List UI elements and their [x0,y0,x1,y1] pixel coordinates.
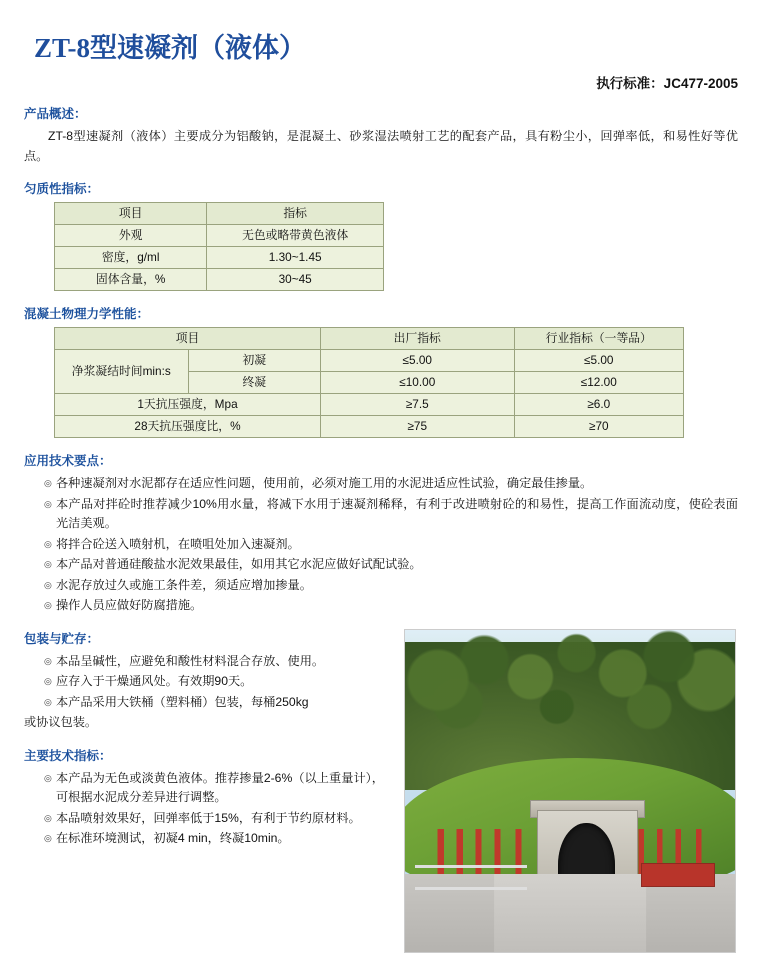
list-item-text: 本产品对拌砼时推荐减少10%用水量，将减下水用于速凝剂稀释，有利于改进喷射砼的和易性，提高工作面流动度，使砼表面光洁美观。 [56,496,738,530]
table-cell: 初凝 [188,350,320,372]
table-row [55,247,384,269]
list-item [24,769,384,808]
table-cell: ≤10.00 [320,372,514,394]
section-heading-overview: 产品概述： [24,107,87,121]
table-row [55,225,384,247]
list-item [24,495,738,534]
packaging-tail: 或协议包装。 [24,715,98,729]
bullet-icon: ◎ [44,833,52,843]
tunnel-photo [404,629,736,953]
table-cell: 1天抗压强度，Mpa [55,394,321,416]
bullet-icon: ◎ [44,579,52,590]
bullet-icon: ◎ [44,600,52,610]
list-item-text: 各种速凝剂对水泥都存在适应性问题，使用前，必须对施工用的水泥进适应性试验，确定最佳掺量。 [56,476,593,490]
list-item [24,693,384,713]
list-item-text: 操作人员应做好防腐措施。 [56,598,203,612]
table-cell: 30~45 [207,269,384,291]
section-heading-homogeneity: 匀质性指标： [24,182,100,196]
table-cell: 终凝 [188,372,320,394]
bullet-icon: ◎ [44,772,52,783]
section-application [24,451,738,616]
table-cell: ≤5.00 [320,350,514,372]
table-header-cell: 指标 [207,203,384,225]
bullet-icon: ◎ [44,676,52,686]
list-item-text: 本产品对普通硅酸盐水泥效果最佳，如用其它水泥应做好试配试验。 [56,557,422,571]
section-mechanics [24,304,738,438]
bottom-columns [24,629,738,953]
bullet-icon: ◎ [44,498,52,509]
standard-code: 执行标准：JC477-2005 [596,76,738,91]
list-item [24,596,738,616]
list-item [24,652,384,672]
bottom-left-column [24,629,384,953]
bottom-right-column [384,629,738,953]
table-row [55,416,684,438]
list-item [24,576,738,596]
table-header-cell: 行业指标（一等品） [514,328,683,350]
table-cell: 密度，g/ml [55,247,207,269]
table-header-cell: 出厂指标 [320,328,514,350]
list-item-text: 水泥存放过久或施工条件差，须适应增加掺量。 [56,577,312,592]
list-item-text: 应存入于干燥通风处。有效期90天。 [56,674,253,688]
document-body [24,104,738,953]
application-list [24,474,738,616]
table-header-row [55,203,384,225]
table-cell: ≥75 [320,416,514,438]
list-item-text: 本品呈碱性，应避免和酸性材料混合存放、使用。 [56,653,325,668]
table-cell: 净浆凝结时间min:s [55,350,189,394]
photo-banner [641,863,716,888]
overview-paragraph: ZT-8型速凝剂（液体）主要成分为铝酸钠，是混凝土、砂浆湿法喷射工艺的配套产品，具有粉尘小，回弹率低，和易性好等优点。 [24,129,738,163]
table-cell: 无色或略带黄色液体 [207,225,384,247]
list-item [24,672,384,692]
list-item [24,555,738,575]
list-item [24,535,738,555]
photo-guardrail [415,865,527,890]
section-overview [24,104,738,166]
list-item-text: 本品喷射效果好，回弹率低于15%，有利于节约原材料。 [56,810,361,825]
table-header-row [55,328,684,350]
table-cell: ≤12.00 [514,372,683,394]
table-cell: ≥70 [514,416,683,438]
section-indicators [24,746,384,849]
homogeneity-table [54,202,384,291]
table-cell: 1.30~1.45 [207,247,384,269]
table-cell: 固体含量，% [55,269,207,291]
section-heading-mechanics: 混凝土物理力学性能： [24,307,150,321]
section-homogeneity [24,179,738,291]
table-cell: 28天抗压强度比，% [55,416,321,438]
bullet-icon: ◎ [44,696,52,707]
table-row [55,269,384,291]
bullet-icon: ◎ [44,559,52,569]
section-heading-indicators: 主要技术指标： [24,748,112,763]
section-heading-packaging: 包装与贮存： [24,631,100,646]
page-title: ZT-8型速凝剂（液体） [34,33,307,63]
bullet-icon: ◎ [44,655,52,666]
table-row [55,394,684,416]
section-heading-application: 应用技术要点： [24,454,112,468]
table-cell: ≤5.00 [514,350,683,372]
bullet-icon: ◎ [44,538,52,549]
table-header-cell: 项目 [55,203,207,225]
section-packaging [24,629,384,733]
list-item [24,474,738,494]
indicators-list [24,769,384,849]
bullet-icon: ◎ [44,478,52,488]
table-header-cell: 项目 [55,328,321,350]
list-item-text: 本产品采用大铁桶（塑料桶）包装，每桶250kg [56,694,309,709]
packaging-list [24,652,384,713]
mechanics-table [54,327,684,438]
bullet-icon: ◎ [44,812,52,823]
table-cell: ≥6.0 [514,394,683,416]
list-item-text: 在标准环境测试，初凝4 min，终凝10min。 [56,831,290,845]
list-item [24,829,384,849]
table-cell: 外观 [55,225,207,247]
table-cell: ≥7.5 [320,394,514,416]
table-row [55,350,684,372]
list-item-text: 本产品为无色或淡黄色液体。推荐掺量2-6%（以上重量计），可根据水泥成分差异进行调整。 [56,770,384,804]
list-item [24,809,384,829]
list-item-text: 将拌合砼送入喷射机，在喷咀处加入速凝剂。 [56,536,300,551]
